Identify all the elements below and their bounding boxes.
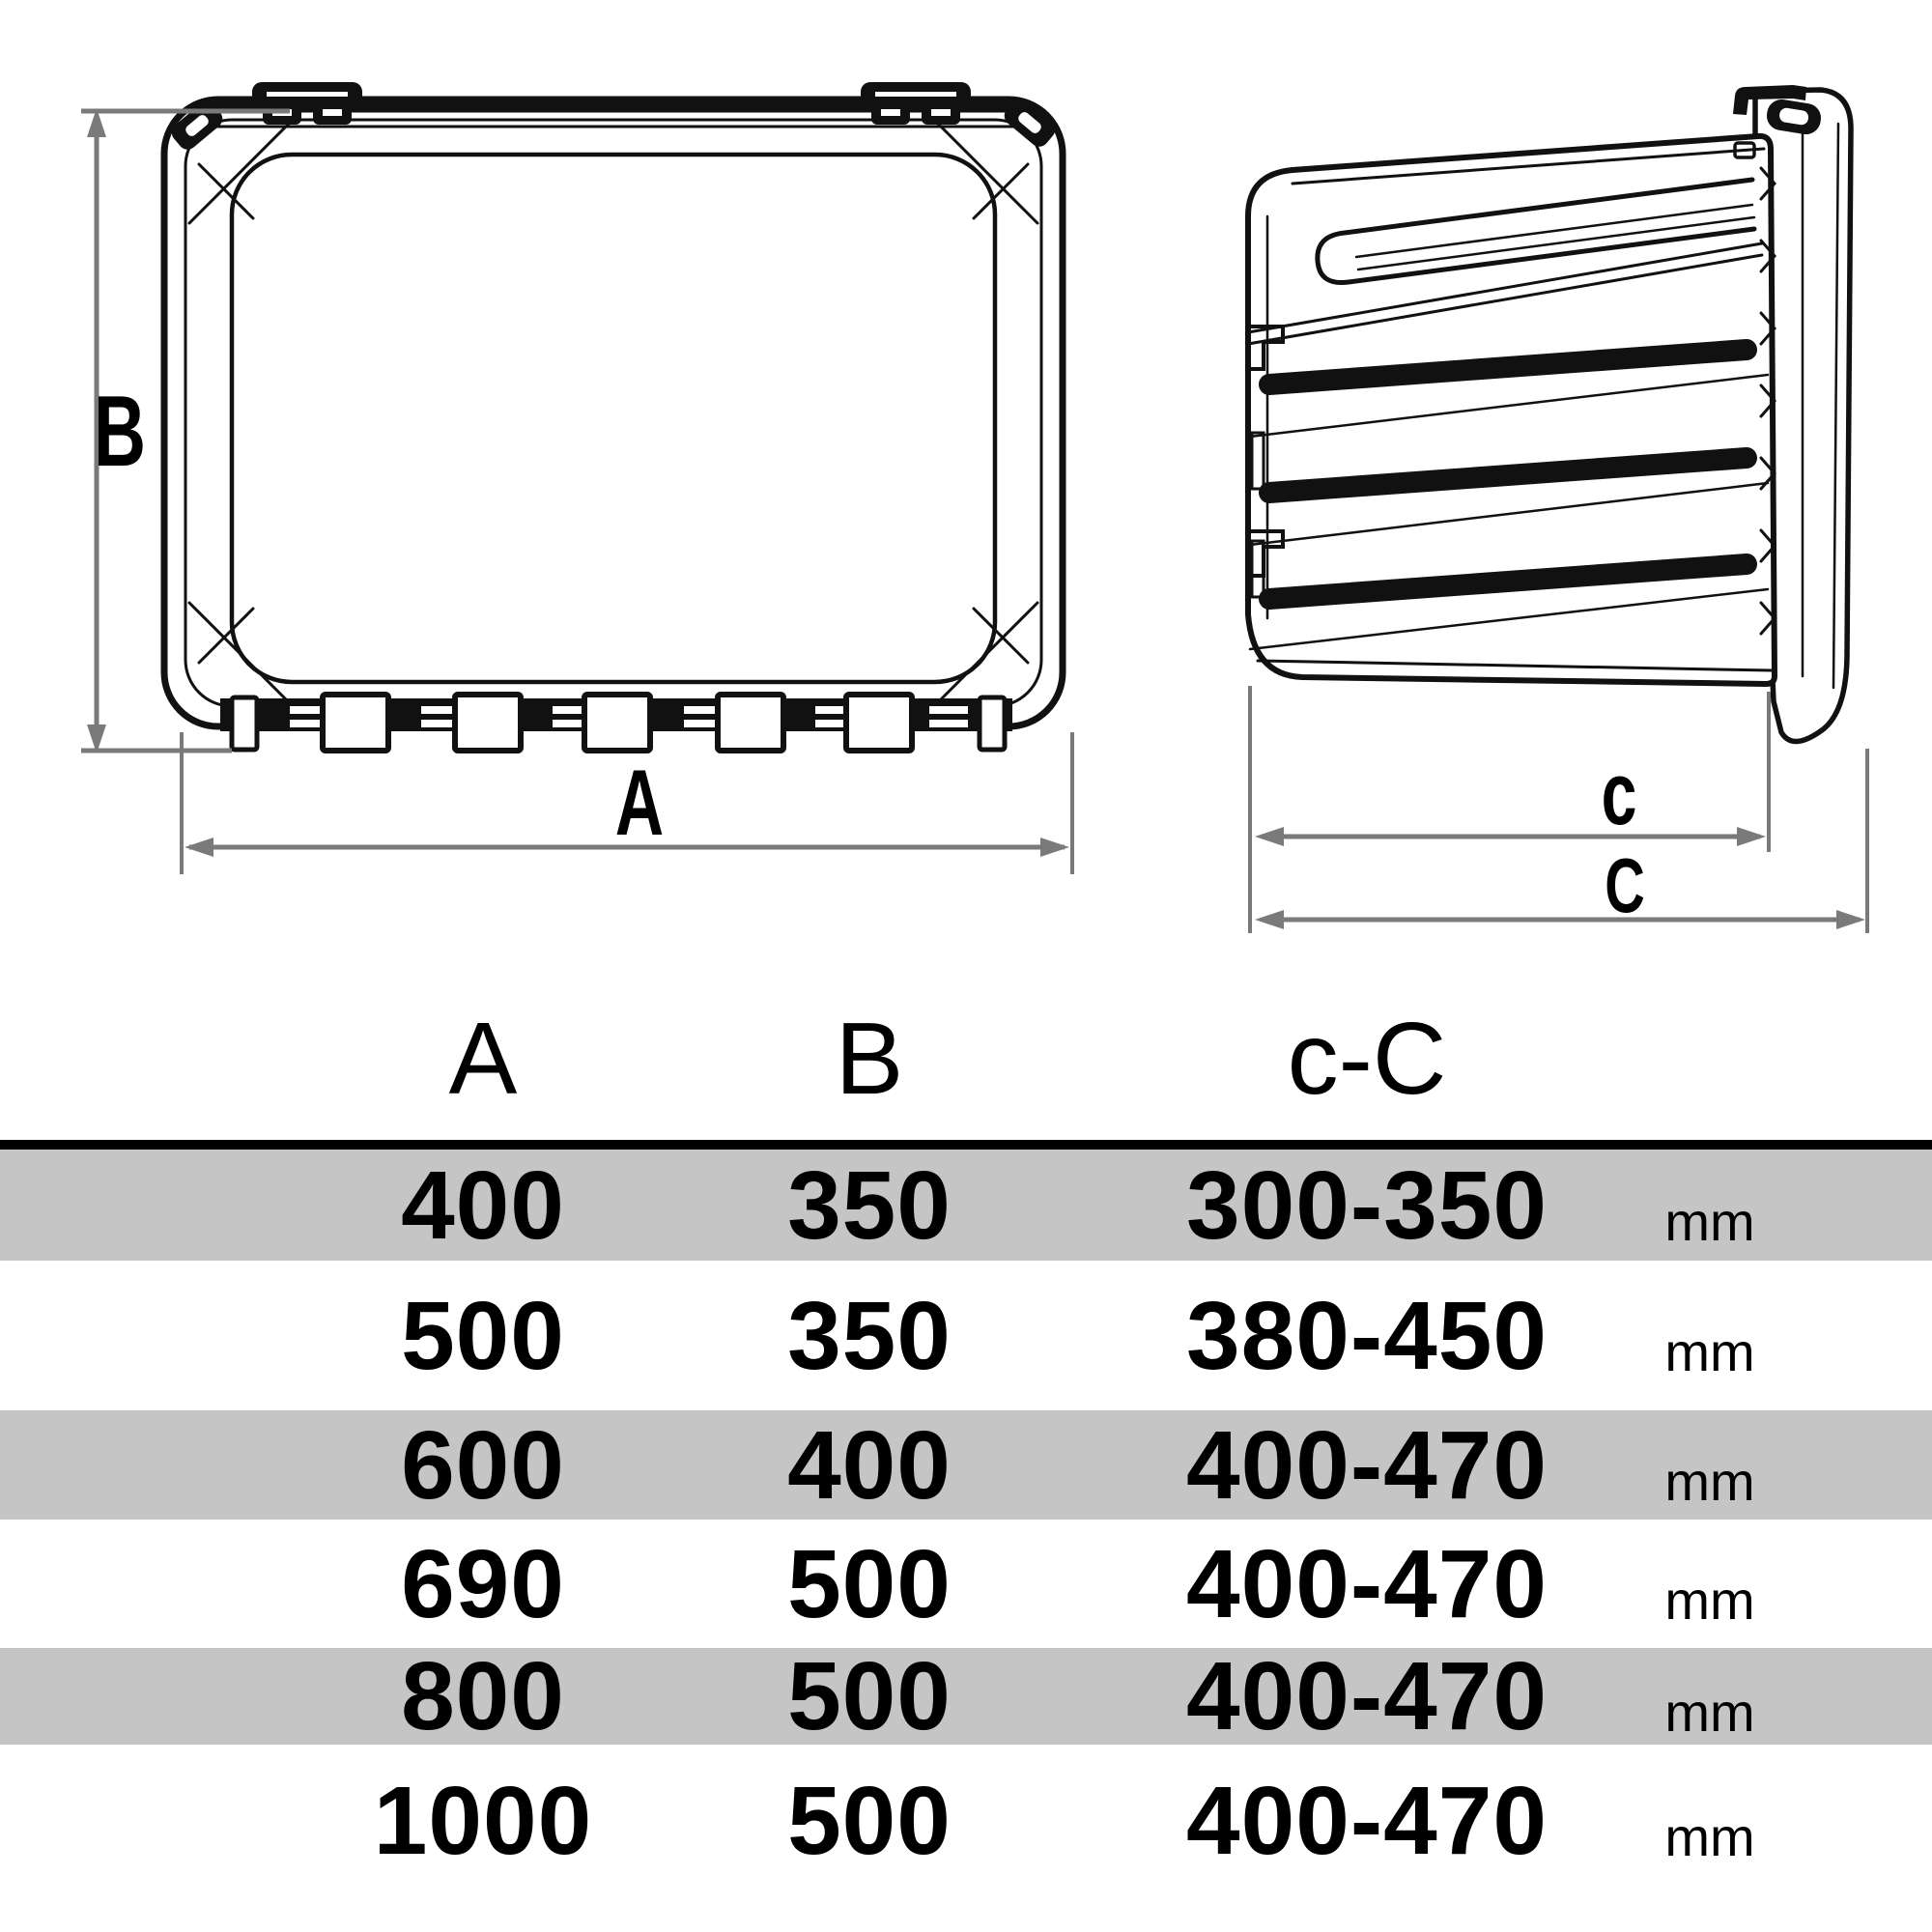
column-header-b: B [835,1002,904,1116]
table-row [0,1745,1932,1932]
cell-a: 800 [401,1642,565,1750]
cell-unit: mm [1664,1569,1755,1631]
cell-a: 690 [401,1529,565,1638]
cell-unit: mm [1664,1806,1755,1867]
table-row [0,1150,1932,1261]
cell-cc: 400-470 [1186,1529,1548,1638]
cell-cc: 400-470 [1186,1642,1548,1750]
cell-b: 500 [787,1642,952,1750]
front-width-label: A [614,749,665,855]
hinge-right-icon [861,82,971,125]
cell-a: 500 [401,1281,565,1390]
side-inner-depth-label: c [1601,743,1637,843]
cell-b: 350 [787,1281,952,1390]
side-outer-depth-label: C [1605,841,1645,929]
column-header-a: A [448,1002,518,1116]
table-separator-bar [0,1140,1932,1150]
cell-unit: mm [1664,1682,1755,1743]
size-table-header [0,1002,1932,1116]
front-rim-line [185,120,1041,706]
cell-b: 500 [787,1767,952,1875]
cell-cc: 400-470 [1186,1767,1548,1875]
front-inner-face [232,155,995,682]
table-row [0,1520,1932,1648]
cell-unit: mm [1664,1321,1755,1382]
column-header-cc: c-C [1287,1002,1447,1116]
table-row [0,1410,1932,1520]
table-row [0,1261,1932,1410]
side-view-drawing [1248,85,1851,742]
cell-cc: 400-470 [1186,1410,1548,1520]
table-row [0,1642,1932,1750]
cell-unit: mm [1664,1190,1755,1252]
dimension-depth-c-outer [1255,749,1867,933]
front-view-drawing [164,82,1063,751]
front-outer-shell [164,99,1063,726]
cell-b: 500 [787,1529,952,1638]
size-table [0,1150,1932,1932]
bottom-clip-rail [220,695,1012,751]
cell-a: 400 [401,1151,565,1260]
cell-unit: mm [1664,1450,1755,1512]
corner-seams [189,123,1037,703]
cell-cc: 380-450 [1186,1281,1548,1390]
cell-a: 600 [401,1410,565,1520]
cell-a: 1000 [373,1767,593,1875]
cell-b: 350 [787,1151,952,1260]
dimension-depth-c-inner [1250,686,1769,933]
front-height-label: B [93,376,147,488]
hinge-left-icon [252,82,362,125]
cell-b: 400 [787,1410,952,1520]
cell-cc: 300-350 [1186,1151,1548,1260]
